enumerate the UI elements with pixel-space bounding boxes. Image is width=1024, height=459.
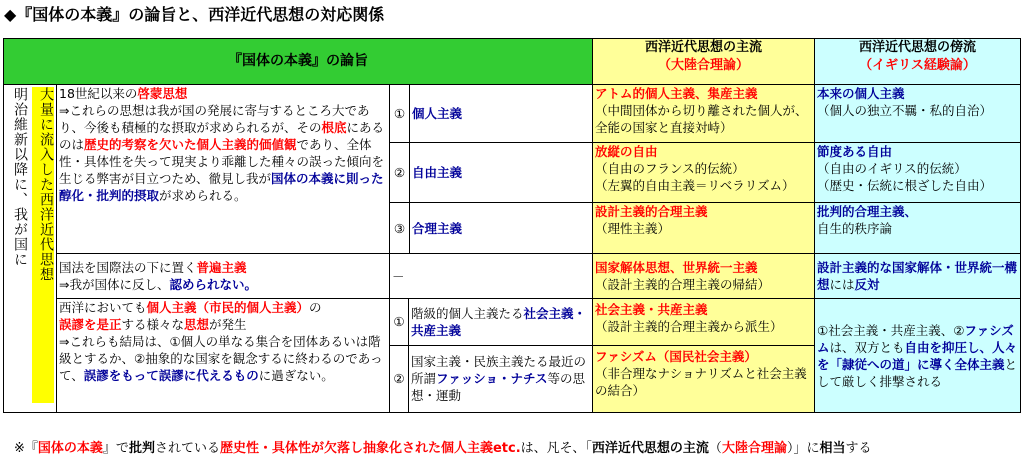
r3-br-text: ①社会主義・共産主義、② <box>817 322 965 338</box>
r3b-plain: 等の思想・運動 <box>411 371 586 404</box>
r1a-british <box>815 85 1021 143</box>
side-label-white: 明治維新以降に、我が国に <box>12 87 28 267</box>
header-british <box>815 39 1021 85</box>
r1b-c-body: （自由のフランス的伝統） （左翼的自由主義＝リベラリズム） <box>595 161 795 193</box>
footer-text: ）」に <box>786 441 820 456</box>
correspondence-table <box>3 38 1021 413</box>
r3-ca-body: （設計主義的合理主義から派生） <box>595 319 783 334</box>
r3b-plain: 国家主義・民族主義たる最近の所謂 <box>411 354 587 387</box>
footer-continental: 大陸合理論 <box>721 441 787 456</box>
r3a-text <box>409 299 593 345</box>
r2-british <box>815 254 1021 299</box>
row2-text <box>57 254 390 299</box>
r1-individualism-values: 歴史的考察を欠いた個人主義的価値観 <box>84 137 297 152</box>
footer-text: されている <box>154 441 220 456</box>
r1b-b-body: （自由のイギリス的伝統） （歴史・伝統に根ざした自由） <box>817 161 993 193</box>
footer-text: する <box>845 441 872 456</box>
r3-br-fascism: ファシズム <box>817 322 1014 355</box>
footer-mainstream: 西洋近代思想の主流 <box>591 441 709 456</box>
r3-individualism: 個人主義（市民的個人主義） <box>146 300 310 315</box>
r3-text: が発生 <box>209 317 247 332</box>
r2-b-text: には <box>829 277 855 292</box>
r3-text: ⇒これらも結局は、①個人の単なる集合を団体あるいは階級とするか、②抽象的な国家を観念するに終わるのであって、 <box>59 334 383 383</box>
r1a-b-body: （個人の独立不羈・私的自治） <box>817 103 993 118</box>
r1c-number: ③ <box>390 203 410 254</box>
r2-b-oppose: 反対 <box>854 277 880 292</box>
r2-rejected: 認められない。 <box>169 277 257 292</box>
r2-continental <box>593 254 815 299</box>
r1a-c-body: （中間団体から切り離された個人が、全能の国家と直接対峙） <box>595 103 808 135</box>
r2-c-body: （設計主義的合理主義の帰結） <box>595 277 771 292</box>
r3-correct-error: 誤謬を是正 <box>59 317 122 332</box>
r3-text: に過ぎない。 <box>258 368 334 383</box>
r3-continental <box>593 299 815 413</box>
footer-text: は、凡そ、「 <box>520 441 592 456</box>
r1-text: にあるのは <box>59 120 385 152</box>
r3a-socialism: 社会主義・共産主義 <box>411 305 587 338</box>
r2-mid: － <box>390 254 593 299</box>
footer-text: ※『 <box>14 441 38 456</box>
header-continental <box>593 39 815 85</box>
r3-cb-body: （非合理なナショナリズムと社会主義の結合） <box>595 366 807 398</box>
r1-text: ⇒これらの思想は我が国の発展に寄与するところ大であり、今後も積極的な摂取が求められるが、その <box>59 103 370 135</box>
footer-equivalent: 相当 <box>819 441 846 456</box>
r3b-text <box>409 345 593 412</box>
r1-text: 18世紀以来の <box>59 86 138 101</box>
continental-sub: （大陸合理論） <box>657 58 749 73</box>
r1c-b-title: 批判的合理主義、 <box>817 204 918 219</box>
footer-text: 』で <box>102 441 129 456</box>
r1b-continental <box>593 143 815 203</box>
r1b-british <box>815 143 1021 203</box>
r1c-label: 合理主義 <box>410 203 593 254</box>
r3-error-for-error: 誤謬をもって誤謬に代えるもの <box>83 368 259 383</box>
r1c-continental <box>593 203 815 254</box>
continental-title: 西洋近代思想の主流 <box>644 40 762 55</box>
r1b-number: ② <box>390 143 410 203</box>
r1c-c-title: 設計主義的合理主義 <box>595 204 708 219</box>
r1a-label: 個人主義 <box>410 85 593 143</box>
r3-text: の <box>309 300 322 315</box>
r1c-b-body: 自生的秩序論 <box>817 221 893 236</box>
r3-br-text: として厳しく排撃される <box>817 356 1018 389</box>
british-title: 西洋近代思想の傍流 <box>858 40 976 55</box>
r1-text: が求められる。 <box>159 188 247 203</box>
footer-kokutai: 国体の本義 <box>37 441 103 456</box>
r1c-c-body: （理性主義） <box>595 221 671 236</box>
r2-universalism: 普遍主義 <box>196 260 247 275</box>
r2-text: 国法を国際法の下に置く <box>59 260 197 275</box>
footer-text: （ <box>708 441 722 456</box>
footer-criticism: 批判 <box>128 441 155 456</box>
page-title: ◆『国体の本義』の論旨と、西洋近代思想の対応関係 <box>4 5 385 24</box>
r1a-number: ① <box>390 85 410 143</box>
row3-text <box>57 299 390 413</box>
footer-individualism: 歴史性・具体性が欠落し抽象化された個人主義etc. <box>219 441 521 456</box>
r1a-continental <box>593 85 815 143</box>
r1a-c-title: アトム的個人主義、集産主義 <box>595 86 758 101</box>
r1b-b-title: 節度ある自由 <box>817 144 893 159</box>
r3-british <box>815 299 1021 413</box>
r1c-british <box>815 203 1021 254</box>
r2-c-title: 国家解体思想、世界統一主義 <box>595 260 758 275</box>
r3-ca-title: 社会主義・共産主義 <box>595 302 708 317</box>
british-sub: （イギリス経験論） <box>859 58 976 73</box>
r3a-plain: 階級的個人主義たる <box>411 305 524 321</box>
r1-enlightenment: 啓蒙思想 <box>137 86 188 101</box>
r2-text: ⇒我が国体に反し、 <box>59 277 170 292</box>
r3-text: する様々な <box>121 317 185 332</box>
r1b-c-title: 放縦の自由 <box>595 144 658 159</box>
r1-kokutai-adoption: 国体の本義に則った醇化・批判的摂取 <box>59 171 384 203</box>
r1a-b-title: 本来の個人主義 <box>817 86 905 101</box>
r3-br-text: は、双方とも <box>829 339 905 355</box>
footer-note <box>14 437 872 456</box>
r3-subcells <box>390 299 593 413</box>
header-main: 『国体の本義』の論旨 <box>4 39 593 85</box>
r3a-number: ① <box>390 299 409 345</box>
r1-text: であり、全体性・具体性を失って現実より乖離した種々の誤った傾向を生じる弊害が目立つため、徹見し我が <box>59 137 385 186</box>
r3-cb-title: ファシズム（国民社会主義） <box>595 349 757 364</box>
r3-text: 西洋においても <box>59 300 147 315</box>
r3b-number: ② <box>390 345 409 412</box>
row1-text <box>57 85 390 254</box>
side-label-cell <box>4 85 57 413</box>
r3-thought: 思想 <box>184 317 210 332</box>
r3-br-totalitarian: 自由を抑圧し、人々を「隷従への道」に導く全体主義 <box>817 339 1018 372</box>
side-label-yellow: 大量に流入した西洋近代思想 <box>32 87 54 403</box>
r2-b-plan: 設計主義的な国家解体・世界統一構想 <box>817 260 1018 292</box>
r1-root: 根底 <box>321 120 347 135</box>
r1b-label: 自由主義 <box>410 143 593 203</box>
r3b-fascism: ファッショ・ナチス <box>436 371 548 387</box>
